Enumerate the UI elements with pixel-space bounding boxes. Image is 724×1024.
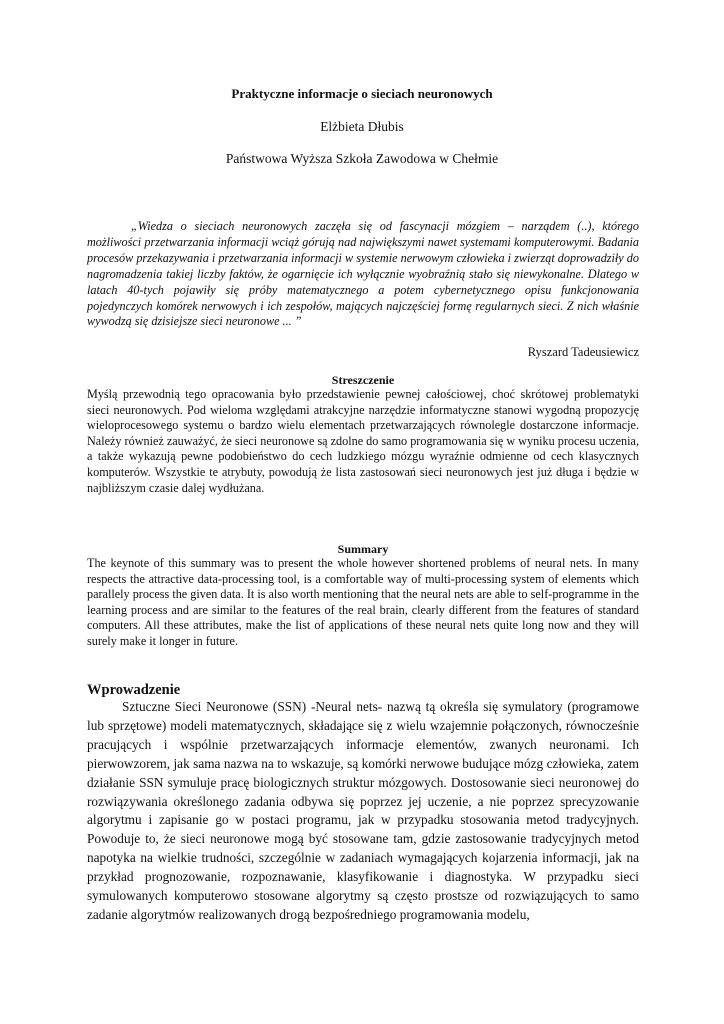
author-name: Elżbieta Dłubis: [320, 119, 404, 134]
section-heading-wprowadzenie: Wprowadzenie: [87, 682, 181, 698]
summary-heading: Summary: [337, 542, 389, 556]
epigraph-quote: „Wiedza o sieciach neuronowych zaczęła się od fascynacji mózgiem – narządem (..), którego możliwości przetwarzania informacji wciąż górują nad największymi nawet systemami komputerowymi. Badania procesów przekazywania i przetwarzania informacji w systemie nerwowym człowieka i zwierząt doprowadziły do nagromadzenia takiej liczby faktów, że ogarnięcie ich wyłącznie wyobraźnią stało się niewykonalne. Dlatego w latach 40-tych pojawiły się próby matematycznego a potem cybernetycznego opisu funkcjonowania pojedynczych komórek nerwowych i ich zespołów, mających najczęściej formę regularnych sieci. Z nich właśnie wywodzą się dzisiejsze sieci neuronowe ... ”: [87, 219, 639, 329]
paper-title: Praktyczne informacje o sieciach neuronowych: [231, 86, 493, 101]
wprowadzenie-text: Sztuczne Sieci Neuronowe (SSN) -Neural nets- nazwą tą określa się symulatory (programowe lub sprzętowe) modeli matematycznych, składające się z wielu wzajemnie połączonych, równocześnie pracujących i wspólnie przetwarzających informacje elementów, zwanych neuronami. Ich pierwowzorem, jak sama nazwa na to wskazuje, są komórki nerwowe budujące mózg człowieka, zatem działanie SSN symuluje pracę biologicznych struktur mózgowych. Dostosowanie sieci neuronowej do rozwiązywania określonego zadania odbywa się poprzez jej uczenie, a nie poprzez sprecyzowanie algorytmu i zapisanie go w postaci programu, jak w przypadku stosowania metod tradycyjnych. Powoduje to, że sieci neuronowe mogą być stosowane tam, gdzie zastosowanie tradycyjnych metod napotyka na wielkie trudności, szczególnie w zadaniach wymagających kojarzenia informacji, jak na przykład prognozowanie, rozpoznawanie, klasyfikowanie i diagnostyka. W przypadku sieci symulowanych komputerowo stosowane algorytmy są często prostsze od rozwiązujących to samo zadanie algorytmów realizowanych drogą bezpośredniego programowania modelu,: [87, 699, 639, 922]
streszczenie-text: Myślą przewodnią tego opracowania było przedstawienie pewnej całościowej, choć skrótowej problematyki sieci neuronowych. Pod wieloma względami atrakcyjne narzędzie informatyczne stanowi wygodną propozycję wieloprocesowego systemu o bardzo wielu elementach przetwarzających równolegle dostarczone informacje. Należy również zauważyć, że sieci neuronowe są zdolne do samo programowania się w wyniku procesu uczenia, a także wykazują pewne podobieństwo do cech ludzkiego mózgu wyraźnie odmienne od cech klasycznych komputerów. Wszystkie te atrybuty, powodują że lista zastosowań sieci neuronowych jest już długa i będzie w najbliższym czasie dalej wydłużana.: [87, 387, 639, 495]
affiliation: Państwowa Wyższa Szkoła Zawodowa w Chełmie: [225, 151, 499, 166]
streszczenie-heading: Streszczenie: [331, 373, 395, 387]
summary-text: The keynote of this summary was to present the whole however shortened problems of neural nets. In many respects the attractive data-processing tool, is a comfortable way of multi-processing system of elements which parallely process the given data. It is also worth mentioning that the neural nets are able to self-programme in the learning process and are similar to the features of the real brain, clearly different from the features of standard computers. All these attributes, make the list of applications of these neural nets quite long now and they will surely make it longer in future.: [87, 556, 639, 648]
epigraph-author: Ryszard Tadeusiewicz: [527, 345, 639, 359]
